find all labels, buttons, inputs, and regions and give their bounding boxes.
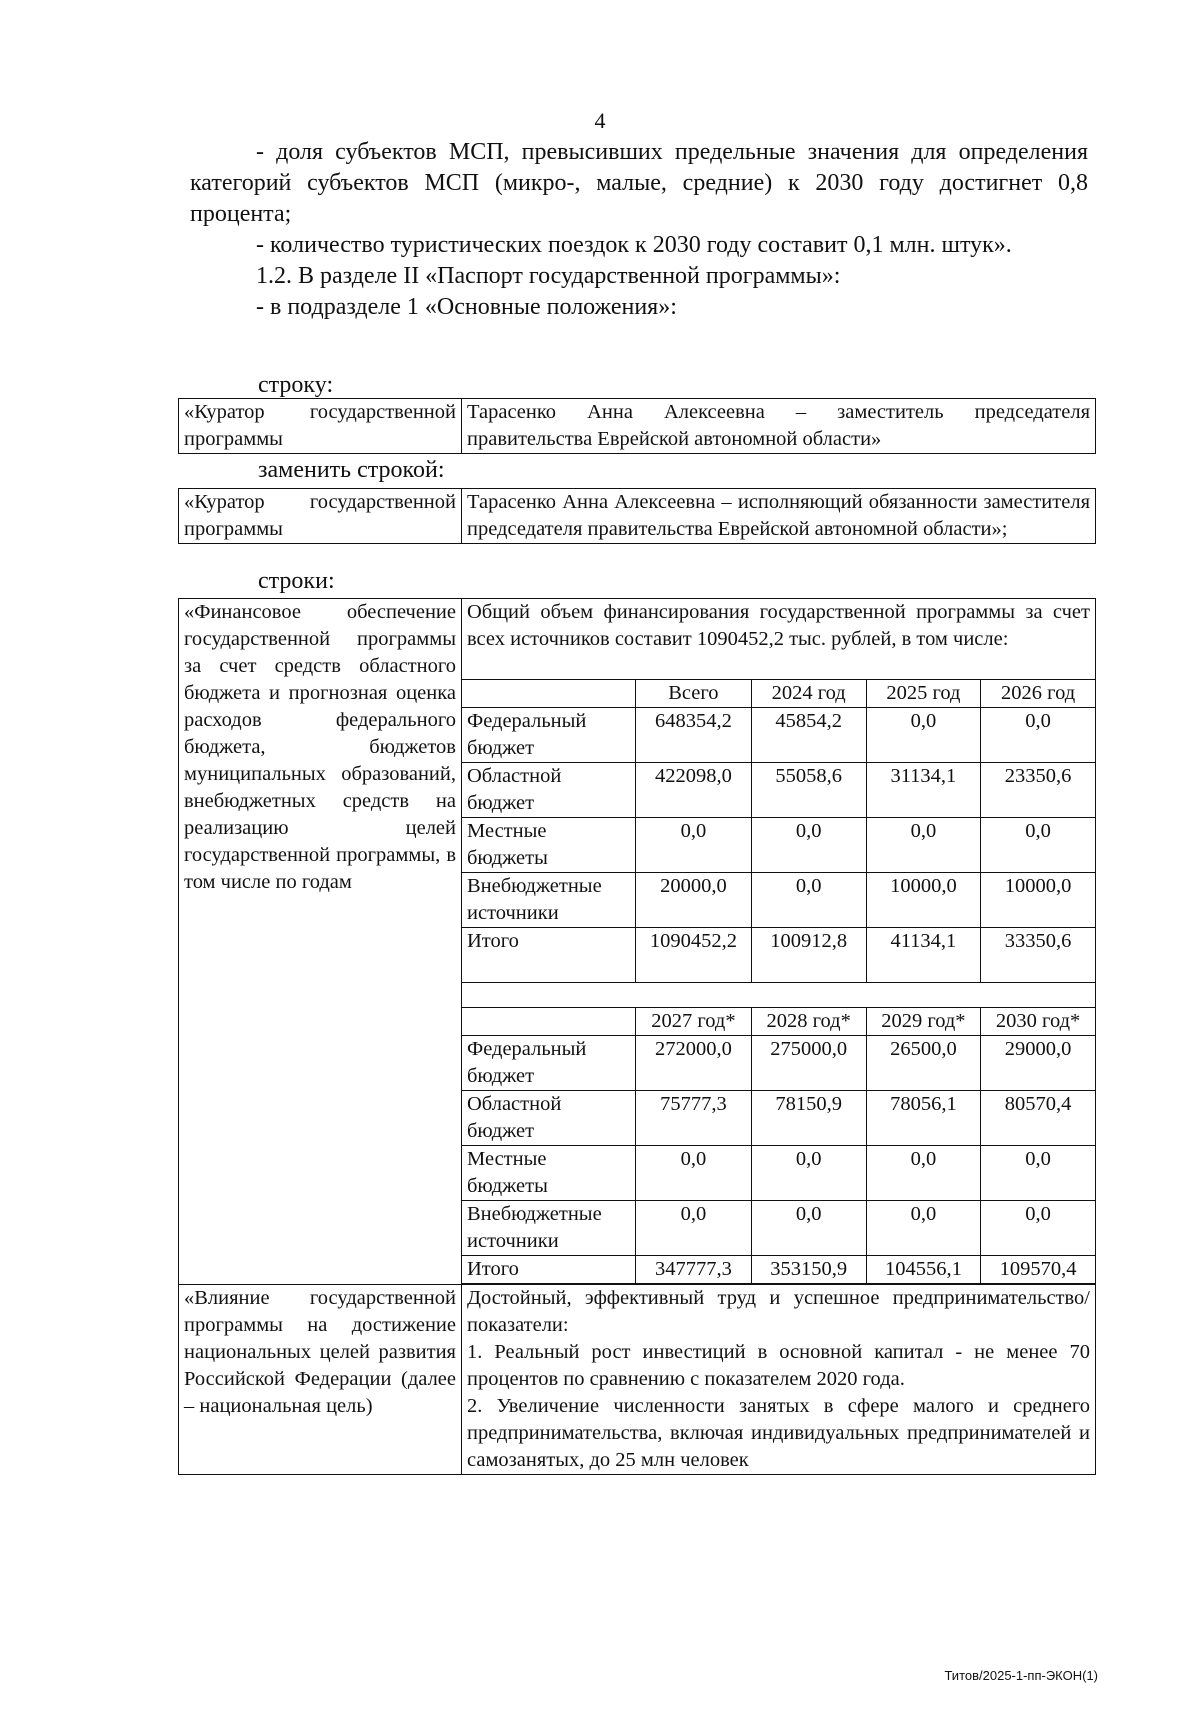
label-stroku: строку: (258, 372, 334, 398)
cell-value: 55058,6 (751, 763, 866, 818)
row-label: Итого (462, 1256, 636, 1284)
cell-value: 75777,3 (636, 1091, 752, 1146)
cell-value: 0,0 (981, 708, 1096, 763)
cell-value: 347777,3 (636, 1256, 752, 1284)
header2-col-1: 2027 год* (636, 1008, 752, 1036)
header2-col-4: 2030 год* (981, 1008, 1096, 1036)
cell-value: 0,0 (981, 818, 1096, 873)
finance-intro: Общий объем финансирования государственной программы за счет всех источников составит 1090452,2 тыс. рублей, в том числе: (462, 599, 1096, 680)
spacer-cell (462, 983, 1096, 1008)
cell-value: 0,0 (866, 1146, 981, 1201)
influence-value (462, 1285, 1096, 1475)
influence-line-1: Достойный, эффективный труд и успешное предпринимательство/ показатели: (467, 1287, 1090, 1336)
cell-value: 0,0 (981, 1146, 1096, 1201)
intro-text (190, 137, 1088, 323)
cell-value: 45854,2 (751, 708, 866, 763)
cell-value: 26500,0 (866, 1036, 981, 1091)
influence-row (179, 1285, 1096, 1475)
header2-col-0 (462, 1008, 636, 1036)
cell-value: 104556,1 (866, 1256, 981, 1284)
document-code: Титов/2025-1-пп-ЭКОН(1) (944, 1668, 1098, 1683)
cell-value: 29000,0 (981, 1036, 1096, 1091)
row-label: Внебюджетные источники (462, 873, 636, 928)
cell-value: 0,0 (751, 818, 866, 873)
influence-line-2: 1. Реальный рост инвестиций в основной капитал - не менее 70 процентов по сравнению с показателем 2020 года. (467, 1341, 1090, 1390)
curator-new-label: «Куратор государственной программы (179, 489, 462, 544)
cell-value: 33350,6 (981, 928, 1096, 983)
cell-value: 1090452,2 (636, 928, 752, 983)
influence-line-3: 2. Увеличение численности занятых в сфере малого и среднего предпринимательства, включая индивидуальных предпринимателей и самозанятых, до 25 млн человек (467, 1395, 1090, 1471)
cell-value: 648354,2 (636, 708, 752, 763)
intro-paragraph-2: - количество туристических поездок к 2030 году составит 0,1 млн. штук». (256, 232, 1012, 258)
curator-old-label: «Куратор государственной программы (179, 399, 462, 454)
intro-paragraph-1: - доля субъектов МСП, превысивших предельные значения для определения категорий субъектов МСП (микро-, малые, средние) к 2030 году достигнет 0,8 процента; (190, 139, 1088, 227)
header1-col-2: 2024 год (751, 680, 866, 708)
cell-value: 0,0 (866, 1201, 981, 1256)
header2-col-3: 2029 год* (866, 1008, 981, 1036)
row-label: Внебюджетные источники (462, 1201, 636, 1256)
cell-value: 10000,0 (866, 873, 981, 928)
cell-value: 41134,1 (866, 928, 981, 983)
header1-col-4: 2026 год (981, 680, 1096, 708)
cell-value: 0,0 (751, 873, 866, 928)
cell-value: 0,0 (636, 1146, 752, 1201)
curator-old-value: Тарасенко Анна Алексеевна – заместитель председателя правительства Еврейской автономной области» (462, 399, 1096, 454)
cell-value: 353150,9 (751, 1256, 866, 1284)
cell-value: 0,0 (751, 1201, 866, 1256)
cell-value: 275000,0 (751, 1036, 866, 1091)
header1-col-0 (462, 680, 636, 708)
cell-value: 0,0 (866, 818, 981, 873)
cell-value: 78056,1 (866, 1091, 981, 1146)
cell-value: 422098,0 (636, 763, 752, 818)
cell-value: 100912,8 (751, 928, 866, 983)
table-curator-old (178, 398, 1096, 454)
table-curator-new (178, 488, 1096, 544)
cell-value: 0,0 (866, 708, 981, 763)
cell-value: 109570,4 (981, 1256, 1096, 1284)
cell-value: 80570,4 (981, 1091, 1096, 1146)
cell-value: 272000,0 (636, 1036, 752, 1091)
row-label: Итого (462, 928, 636, 983)
row-label: Федеральный бюджет (462, 1036, 636, 1091)
intro-paragraph-3: 1.2. В разделе II «Паспорт государственной программы»: (256, 263, 841, 289)
cell-value: 0,0 (981, 1201, 1096, 1256)
label-zamenit: заменить строкой: (258, 457, 445, 483)
cell-value: 0,0 (636, 1201, 752, 1256)
cell-value: 31134,1 (866, 763, 981, 818)
intro-paragraph-4: - в подразделе 1 «Основные положения»: (256, 294, 677, 320)
cell-value: 20000,0 (636, 873, 752, 928)
row-label: Областной бюджет (462, 763, 636, 818)
table-finance (178, 598, 1096, 1475)
cell-value: 10000,0 (981, 873, 1096, 928)
row-label: Местные бюджеты (462, 818, 636, 873)
header1-col-1: Всего (636, 680, 752, 708)
curator-new-value: Тарасенко Анна Алексеевна – исполняющий обязанности заместителя председателя правительства Еврейской автономной области»; (462, 489, 1096, 544)
page-number: 4 (594, 108, 606, 133)
cell-value: 78150,9 (751, 1091, 866, 1146)
header2-col-2: 2028 год* (751, 1008, 866, 1036)
cell-value: 0,0 (751, 1146, 866, 1201)
row-label: Областной бюджет (462, 1091, 636, 1146)
finance-label: «Финансовое обеспечение государственной программы за счет средств областного бюджета и прогнозная оценка расходов федерального бюджета, бюджетов муниципальных образований, внебюджетных средств на реализацию целей государственной программы, в том числе по годам (179, 599, 462, 1285)
row-label: Местные бюджеты (462, 1146, 636, 1201)
cell-value: 23350,6 (981, 763, 1096, 818)
header1-col-3: 2025 год (866, 680, 981, 708)
label-stroki: строки: (258, 568, 335, 594)
cell-value: 0,0 (636, 818, 752, 873)
influence-label: «Влияние государственной программы на достижение национальных целей развития Российской Федерации (далее – национальная цель) (179, 1285, 462, 1475)
row-label: Федеральный бюджет (462, 708, 636, 763)
